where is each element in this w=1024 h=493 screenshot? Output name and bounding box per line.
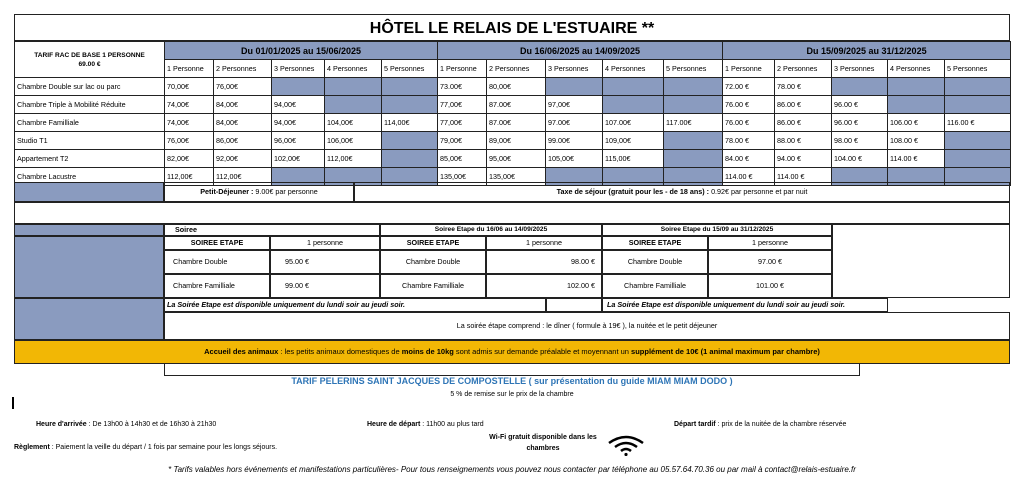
price-cell: 89,00€ bbox=[487, 132, 546, 150]
price-cell: 92,00€ bbox=[214, 150, 272, 168]
price-cell: 78.00 € bbox=[723, 132, 775, 150]
soiree-header: Soiree bbox=[164, 224, 380, 236]
unavailable-cell bbox=[325, 78, 382, 96]
price-cell: 105,00€ bbox=[546, 150, 603, 168]
arrival-value: : De 13h00 à 14h30 et de 16h30 à 21h30 bbox=[86, 421, 217, 428]
period-header: Du 16/06/2025 au 14/09/2025 bbox=[438, 42, 723, 60]
payment-info bbox=[14, 444, 277, 451]
unavailable-cell bbox=[325, 96, 382, 114]
departure-value: : 11h00 au plus tard bbox=[420, 421, 484, 428]
room-name: Studio T1 bbox=[15, 132, 165, 150]
price-cell: 106.00 € bbox=[888, 114, 945, 132]
price-cell: 84.00 € bbox=[723, 150, 775, 168]
price-cell: 76,00€ bbox=[165, 132, 214, 150]
breakfast-value: 9.00€ par personne bbox=[255, 187, 318, 196]
person-header: 5 Personnes bbox=[382, 60, 438, 78]
price-cell: 112,00€ bbox=[165, 168, 214, 186]
price-cell: 104.00 € bbox=[832, 150, 888, 168]
price-cell: 77,00€ bbox=[438, 114, 487, 132]
animals-banner bbox=[14, 340, 1010, 364]
price-cell: 76.00 € bbox=[723, 96, 775, 114]
price-cell: 77,00€ bbox=[438, 96, 487, 114]
base-tarif-price: 69.00 € bbox=[78, 60, 101, 68]
soiree-blank bbox=[832, 224, 1010, 298]
price-cell: 117.00€ bbox=[664, 114, 723, 132]
room-name: Chambre Triple à Mobilité Réduite bbox=[15, 96, 165, 114]
soiree-room-name: Chambre Double bbox=[380, 250, 486, 274]
price-cell: 112,00€ bbox=[214, 168, 272, 186]
period-header: Du 01/01/2025 au 15/06/2025 bbox=[165, 42, 438, 60]
soiree-sublabel: SOIREE ETAPE bbox=[602, 236, 708, 250]
price-cell: 135,00€ bbox=[438, 168, 487, 186]
unavailable-cell bbox=[945, 78, 1011, 96]
gray-filler bbox=[14, 224, 164, 236]
soiree-room-name: Chambre Double bbox=[602, 250, 708, 274]
price-cell: 80,00€ bbox=[487, 78, 546, 96]
unavailable-cell bbox=[664, 78, 723, 96]
departure-label: Heure de départ bbox=[367, 421, 421, 428]
animals-text: sont admis sur demande préalable et moyennant un bbox=[453, 347, 632, 356]
table-row bbox=[15, 150, 1011, 168]
soiree-header: Soiree Etape du 16/06 au 14/09/2025 bbox=[380, 224, 602, 236]
person-header: 3 Personnes bbox=[546, 60, 603, 78]
price-cell: 94,00€ bbox=[272, 114, 325, 132]
soiree-price: 95.00 € bbox=[270, 250, 380, 274]
tax-label: Taxe de séjour (gratuit pour les - de 18 ans) : bbox=[556, 187, 712, 196]
pilgrim-discount: 5 % de remise sur le prix de la chambre bbox=[450, 391, 574, 398]
price-cell: 96,00€ bbox=[272, 132, 325, 150]
soiree-price: 102.00 € bbox=[486, 274, 602, 298]
price-cell: 76,00€ bbox=[214, 78, 272, 96]
gray-filler bbox=[14, 182, 164, 202]
soiree-room-name: Chambre Familliale bbox=[164, 274, 270, 298]
gray-filler bbox=[14, 298, 164, 340]
room-name: Chambre Lacustre bbox=[15, 168, 165, 186]
footnote: * Tarifs valables hors événements et manifestations particulières- Pour tous renseignements vous pouvez nous contacter par téléphone au 05.57.64.70.36 ou par mail à contact@relais-estuaire.fr bbox=[168, 465, 856, 474]
payment-label: Règlement bbox=[14, 444, 50, 451]
tax-value: 0.92€ par personne et par nuit bbox=[711, 187, 808, 196]
person-header: 1 Personne bbox=[438, 60, 487, 78]
unavailable-cell bbox=[382, 96, 438, 114]
unavailable-cell bbox=[945, 132, 1011, 150]
person-header: 1 Personne bbox=[723, 60, 775, 78]
price-cell: 114.00 € bbox=[775, 168, 832, 186]
price-cell: 84,00€ bbox=[214, 114, 272, 132]
pilgrim-box-top bbox=[164, 364, 860, 376]
price-cell: 95,00€ bbox=[487, 150, 546, 168]
price-cell: 94.00 € bbox=[775, 150, 832, 168]
price-cell: 87.00€ bbox=[487, 114, 546, 132]
unavailable-cell bbox=[664, 96, 723, 114]
tax-cell bbox=[354, 182, 1010, 202]
animals-supplement: supplément de 10€ (1 animal maximum par chambre) bbox=[631, 347, 820, 356]
unavailable-cell bbox=[382, 132, 438, 150]
price-cell: 74,00€ bbox=[165, 96, 214, 114]
person-header: 2 Personnes bbox=[775, 60, 832, 78]
room-name: Chambre Familliale bbox=[15, 114, 165, 132]
price-cell: 102,00€ bbox=[272, 150, 325, 168]
unavailable-cell bbox=[272, 78, 325, 96]
unavailable-cell bbox=[546, 78, 603, 96]
soiree-room-name: Chambre Familliale bbox=[380, 274, 486, 298]
late-departure-info bbox=[674, 421, 846, 428]
soiree-header: Soiree Etape du 15/09 au 31/12/2025 bbox=[602, 224, 832, 236]
price-cell: 99.00€ bbox=[546, 132, 603, 150]
price-cell: 86.00 € bbox=[775, 96, 832, 114]
price-cell: 109,00€ bbox=[603, 132, 664, 150]
price-cell: 114.00 € bbox=[723, 168, 775, 186]
price-cell: 78.00 € bbox=[775, 78, 832, 96]
price-cell: 79,00€ bbox=[438, 132, 487, 150]
soiree-room-name: Chambre Familliale bbox=[602, 274, 708, 298]
animals-weight: moins de 10kg bbox=[401, 347, 454, 356]
person-header: 5 Personnes bbox=[945, 60, 1011, 78]
wifi-icon bbox=[606, 434, 646, 461]
person-header: 4 Personnes bbox=[888, 60, 945, 78]
unavailable-cell bbox=[664, 132, 723, 150]
price-cell: 114.00 € bbox=[888, 150, 945, 168]
arrival-label: Heure d'arrivée bbox=[36, 421, 87, 428]
unavailable-cell bbox=[382, 150, 438, 168]
person-header: 5 Personnes bbox=[664, 60, 723, 78]
person-header: 2 Personnes bbox=[487, 60, 546, 78]
unavailable-cell bbox=[664, 150, 723, 168]
price-cell: 96.00 € bbox=[832, 114, 888, 132]
unavailable-cell bbox=[945, 96, 1011, 114]
price-cell: 96.00 € bbox=[832, 96, 888, 114]
gray-filler bbox=[14, 236, 164, 298]
soiree-availability: La Soirée Etape est disponible uniquement du lundi soir au jeudi soir. bbox=[602, 298, 888, 312]
price-table bbox=[14, 41, 1011, 186]
price-cell: 86,00€ bbox=[214, 132, 272, 150]
animals-label: Accueil des animaux bbox=[204, 347, 279, 356]
person-header: 3 Personnes bbox=[272, 60, 325, 78]
breakfast-cell bbox=[164, 182, 354, 202]
soiree-sublabel: SOIREE ETAPE bbox=[164, 236, 270, 250]
price-cell: 86.00 € bbox=[775, 114, 832, 132]
price-cell: 74,00€ bbox=[165, 114, 214, 132]
soiree-subvalue: 1 personne bbox=[486, 236, 602, 250]
animals-text: : les petits animaux domestiques de bbox=[278, 347, 402, 356]
soiree-section bbox=[14, 224, 1010, 340]
wifi-text: Wi-Fi gratuit disponible dans les chambres bbox=[489, 434, 597, 452]
price-cell: 108.00 € bbox=[888, 132, 945, 150]
price-cell: 84,00€ bbox=[214, 96, 272, 114]
soiree-price: 99.00 € bbox=[270, 274, 380, 298]
empty-row bbox=[14, 202, 1010, 224]
person-header: 1 Personne bbox=[165, 60, 214, 78]
price-cell: 70,00€ bbox=[165, 78, 214, 96]
unavailable-cell bbox=[603, 78, 664, 96]
person-header: 4 Personnes bbox=[603, 60, 664, 78]
unavailable-cell bbox=[888, 78, 945, 96]
unavailable-cell bbox=[382, 78, 438, 96]
price-cell: 135,00€ bbox=[487, 168, 546, 186]
price-cell: 76.00 € bbox=[723, 114, 775, 132]
late-departure-value: : prix de la nuitée de la chambre réservée bbox=[715, 421, 847, 428]
soiree-price: 98.00 € bbox=[486, 250, 602, 274]
base-tarif-cell bbox=[15, 42, 165, 78]
soiree-sublabel: SOIREE ETAPE bbox=[380, 236, 486, 250]
soiree-subvalue: 1 personne bbox=[270, 236, 380, 250]
price-cell: 73.00€ bbox=[438, 78, 487, 96]
price-cell: 97.00€ bbox=[546, 114, 603, 132]
price-cell: 106,00€ bbox=[325, 132, 382, 150]
unavailable-cell bbox=[945, 150, 1011, 168]
soiree-room-name: Chambre Double bbox=[164, 250, 270, 274]
payment-value: : Paiement la veille du départ / 1 fois par semaine pour les longs séjours. bbox=[49, 444, 278, 451]
price-cell: 112,00€ bbox=[325, 150, 382, 168]
price-cell: 72.00 € bbox=[723, 78, 775, 96]
price-cell: 82,00€ bbox=[165, 150, 214, 168]
person-header: 2 Personnes bbox=[214, 60, 272, 78]
blank-cell bbox=[546, 298, 602, 312]
table-row bbox=[15, 96, 1011, 114]
page-title: HÔTEL LE RELAIS DE L'ESTUAIRE ** bbox=[14, 14, 1010, 41]
room-name: Appartement T2 bbox=[15, 150, 165, 168]
price-cell: 116.00 € bbox=[945, 114, 1011, 132]
pilgrim-title: TARIF PELERINS SAINT JACQUES DE COMPOSTELLE ( sur présentation du guide MIAM MIAM DODO ) bbox=[291, 376, 733, 386]
person-header: 4 Personnes bbox=[325, 60, 382, 78]
departure-info bbox=[367, 421, 484, 428]
cursor-mark bbox=[12, 397, 14, 409]
price-cell: 115,00€ bbox=[603, 150, 664, 168]
late-departure-label: Départ tardif bbox=[674, 421, 716, 428]
period-header: Du 15/09/2025 au 31/12/2025 bbox=[723, 42, 1011, 60]
breakfast-label: Petit-Déjeuner : bbox=[200, 187, 256, 196]
soiree-subvalue: 1 personne bbox=[708, 236, 832, 250]
price-cell: 94,00€ bbox=[272, 96, 325, 114]
soiree-availability: La Soirée Etape est disponible uniquement du lundi soir au jeudi soir. bbox=[164, 298, 546, 312]
room-name: Chambre Double sur lac ou parc bbox=[15, 78, 165, 96]
table-row bbox=[15, 114, 1011, 132]
base-tarif-label: TARIF RAC DE BASE 1 PERSONNE bbox=[34, 51, 145, 59]
arrival-info bbox=[36, 421, 216, 428]
price-cell: 104,00€ bbox=[325, 114, 382, 132]
soiree-price: 101.00 € bbox=[708, 274, 832, 298]
unavailable-cell bbox=[888, 96, 945, 114]
price-cell: 107.00€ bbox=[603, 114, 664, 132]
price-cell: 98.00 € bbox=[832, 132, 888, 150]
price-cell: 87.00€ bbox=[487, 96, 546, 114]
unavailable-cell bbox=[832, 78, 888, 96]
price-cell: 85,00€ bbox=[438, 150, 487, 168]
breakfast-tax-row bbox=[14, 182, 1010, 202]
table-row bbox=[15, 132, 1011, 150]
price-cell: 88.00 € bbox=[775, 132, 832, 150]
price-cell: 97,00€ bbox=[546, 96, 603, 114]
soiree-price: 97.00 € bbox=[708, 250, 832, 274]
person-header: 3 Personnes bbox=[832, 60, 888, 78]
unavailable-cell bbox=[603, 96, 664, 114]
table-row bbox=[15, 78, 1011, 96]
soiree-includes: La soirée étape comprend : le dîner ( formule à 19€ ), la nuitée et le petit déjeuner bbox=[164, 312, 1010, 340]
price-cell: 114,00€ bbox=[382, 114, 438, 132]
